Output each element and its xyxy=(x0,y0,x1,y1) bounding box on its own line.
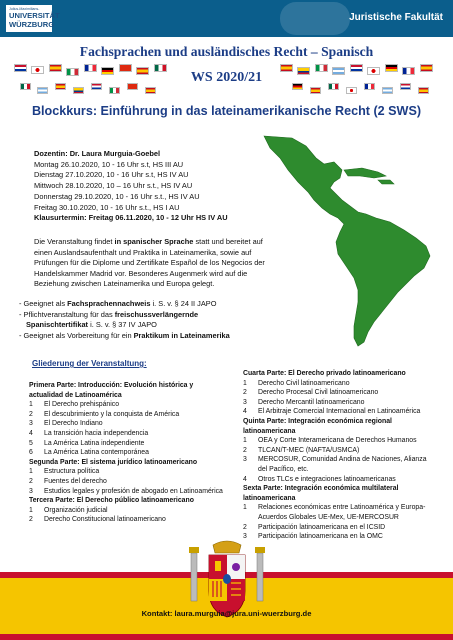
logo-line-2: UNIVERSITÄT xyxy=(9,11,60,20)
list-item: 2 TLCAN/T-MEC (NAFTA/USMCA) xyxy=(243,446,360,454)
part-heading: latinoamericana xyxy=(243,427,296,435)
part-heading: Tercera Parte: El Derecho público latinoamericano xyxy=(29,497,194,505)
bullet-item: - Geeignet als Vorbereitung für ein Praktikum in Lateinamerika xyxy=(19,330,230,340)
list-item: 1 Relaciones económicas entre Latinoamérica y Europa- Acuerdos Globales UE-Mex, UE-MERCOSUR xyxy=(243,504,426,521)
flag-icon xyxy=(310,87,321,94)
list-item: 2 Fuentes del derecho xyxy=(29,477,107,485)
flag-icon xyxy=(328,83,339,90)
intro-text: statt und bereitet auf einen Auslandsaufenthalt und Praktika in Lateinamerika, sowie auf Prüfungen für die Diplome und Zertifikate Español de los Negocios der Handelskammer Madrid vor. Besonderes Augenmerk wird auf die Beziehung zwischen Lateinamerika und Europa gelegt. xyxy=(34,237,265,289)
header-bar xyxy=(0,0,453,37)
date-line: Dienstag 27.10.2020, 10 - 16 Uhr s.t, HS IV AU xyxy=(34,170,189,180)
intro-paragraph xyxy=(34,237,270,290)
logo-line-3: WÜRZBURG xyxy=(9,20,55,29)
outline-right-column xyxy=(243,369,433,542)
list-item: 4 Otros TLCs e integraciones latinoamericanas xyxy=(243,475,396,483)
part-heading: Primera Parte: Introducción: Evolución histórica y xyxy=(29,382,194,389)
flag-icon xyxy=(292,83,303,90)
bullet-item: - Pflichtveranstaltung für das freischussverlängernde xyxy=(19,309,199,319)
list-item: 1 Estructura política xyxy=(29,468,100,476)
header-decoration xyxy=(280,2,350,35)
flag-icon xyxy=(418,87,429,94)
outline-left-column xyxy=(29,381,229,525)
part-heading: latinoamericana xyxy=(243,494,296,502)
part-heading: Segunda Parte: El sistema jurídico latinoamericano xyxy=(29,458,198,466)
list-item: 2 Derecho Procesal Civil latinoamericano xyxy=(243,389,379,397)
semester-label: WS 2020/21 xyxy=(190,70,263,85)
contact-email[interactable]: Kontakt: laura.murguia@jura.uni-wuerzburg.de xyxy=(141,609,312,618)
flag-icon xyxy=(364,83,375,90)
course-title: Blockkurs: Einführung in das lateinamerikanische Recht (2 SWS) xyxy=(31,104,422,118)
part-heading: Sexta Parte: Integración económica multilateral xyxy=(243,485,399,493)
bullet-list xyxy=(19,299,230,341)
list-item: 1 OEA y Corte Interamericana de Derechos Humanos xyxy=(243,437,417,445)
flag-icon xyxy=(37,87,48,94)
bullet-item: - Geeignet als Fachsprachennachweis i. S. v. § 24 II JAPO xyxy=(19,299,217,308)
university-logo[interactable] xyxy=(6,5,60,32)
part-heading: Quinta Parte: Integración económica regional xyxy=(243,417,392,425)
flag-icon xyxy=(91,83,102,90)
intro-text: Die Veranstaltung findet xyxy=(34,237,115,246)
list-item: 3 Derecho Mercantil latinoamericano xyxy=(243,398,365,406)
exam-date: Klausurtermin: Freitag 06.11.2020, 10 - 12 Uhr HS IV AU xyxy=(34,213,228,223)
flag-icon xyxy=(145,87,156,94)
list-item: 4 El Arbitraje Comercial Internacional en Latinoamérica xyxy=(243,408,421,416)
list-item: 3 Estudios legales y profesión de abogado en Latinoamérica xyxy=(29,487,223,495)
list-item: 2 Participación latinoamericana en el ICSID xyxy=(243,523,386,531)
flag-icon xyxy=(109,87,120,94)
part-heading: Cuarta Parte: El Derecho privado latinoamericano xyxy=(243,370,406,377)
part-heading: actualidad de Latinoamérica xyxy=(29,391,122,399)
page-title: Fachsprachen und ausländisches Recht – Spanisch xyxy=(79,44,374,59)
bullet-item-continued: Spanischtertifikat i. S. v. § 37 IV JAPO xyxy=(26,320,157,329)
list-item: 1 El Derecho prehispánico xyxy=(29,401,120,409)
date-line: Donnerstag 29.10.2020, 10 - 16 Uhr s.t., HS IV AU xyxy=(34,191,200,201)
flag-stripe xyxy=(0,634,453,640)
logo-line-1: Julius-Maximilians- xyxy=(9,7,40,11)
lecturer-name: Dozentin: Dr. Laura Murguia-Goebel xyxy=(34,149,161,158)
list-item: 1 Derecho Civil latinoamericano xyxy=(243,379,350,387)
list-item: 3 Participación latinoamericana en la OMC xyxy=(243,533,383,541)
list-item: 3 MERCOSUR, Comunidad Andina de Naciones, Alianza del Pacífico, etc. xyxy=(243,456,427,473)
flag-icon xyxy=(400,83,411,90)
schedule-block xyxy=(34,149,228,224)
flag-icon xyxy=(55,83,66,90)
latin-america-map xyxy=(258,126,453,348)
date-line: Montag 26.10.2020, 10 - 16 Uhr s.t, HS III AU xyxy=(34,159,184,169)
flag-icon xyxy=(127,83,138,90)
intro-emphasis: in spanischer Sprache xyxy=(114,237,194,246)
list-item: 2 Derecho Constitucional latinoamericano xyxy=(29,516,166,524)
list-item: 4 La transición hacia independencia xyxy=(29,429,149,437)
outline-heading: Gliederung der Veranstaltung: xyxy=(32,359,147,368)
flag-icon xyxy=(382,87,393,94)
flag-icon xyxy=(20,83,31,90)
list-item: 2 El descubrimiento y la conquista de América xyxy=(29,410,180,418)
flag-icon xyxy=(346,87,357,94)
faculty-name: Juristische Fakultät xyxy=(349,12,443,23)
flag-icon xyxy=(73,87,84,94)
list-item: 6 La América Latina contemporánea xyxy=(29,449,149,457)
date-line: Mittwoch 28.10.2020, 10 – 16 Uhr s.t., HS IV AU xyxy=(34,181,193,191)
list-item: 3 El Derecho Indiano xyxy=(29,420,103,428)
list-item: 5 La América Latina independiente xyxy=(29,439,145,447)
date-line: Freitag 30.10.2020, 10 - 16 Uhr s.t., HS I AU xyxy=(34,202,180,212)
list-item: 1 Organización judicial xyxy=(29,506,108,514)
